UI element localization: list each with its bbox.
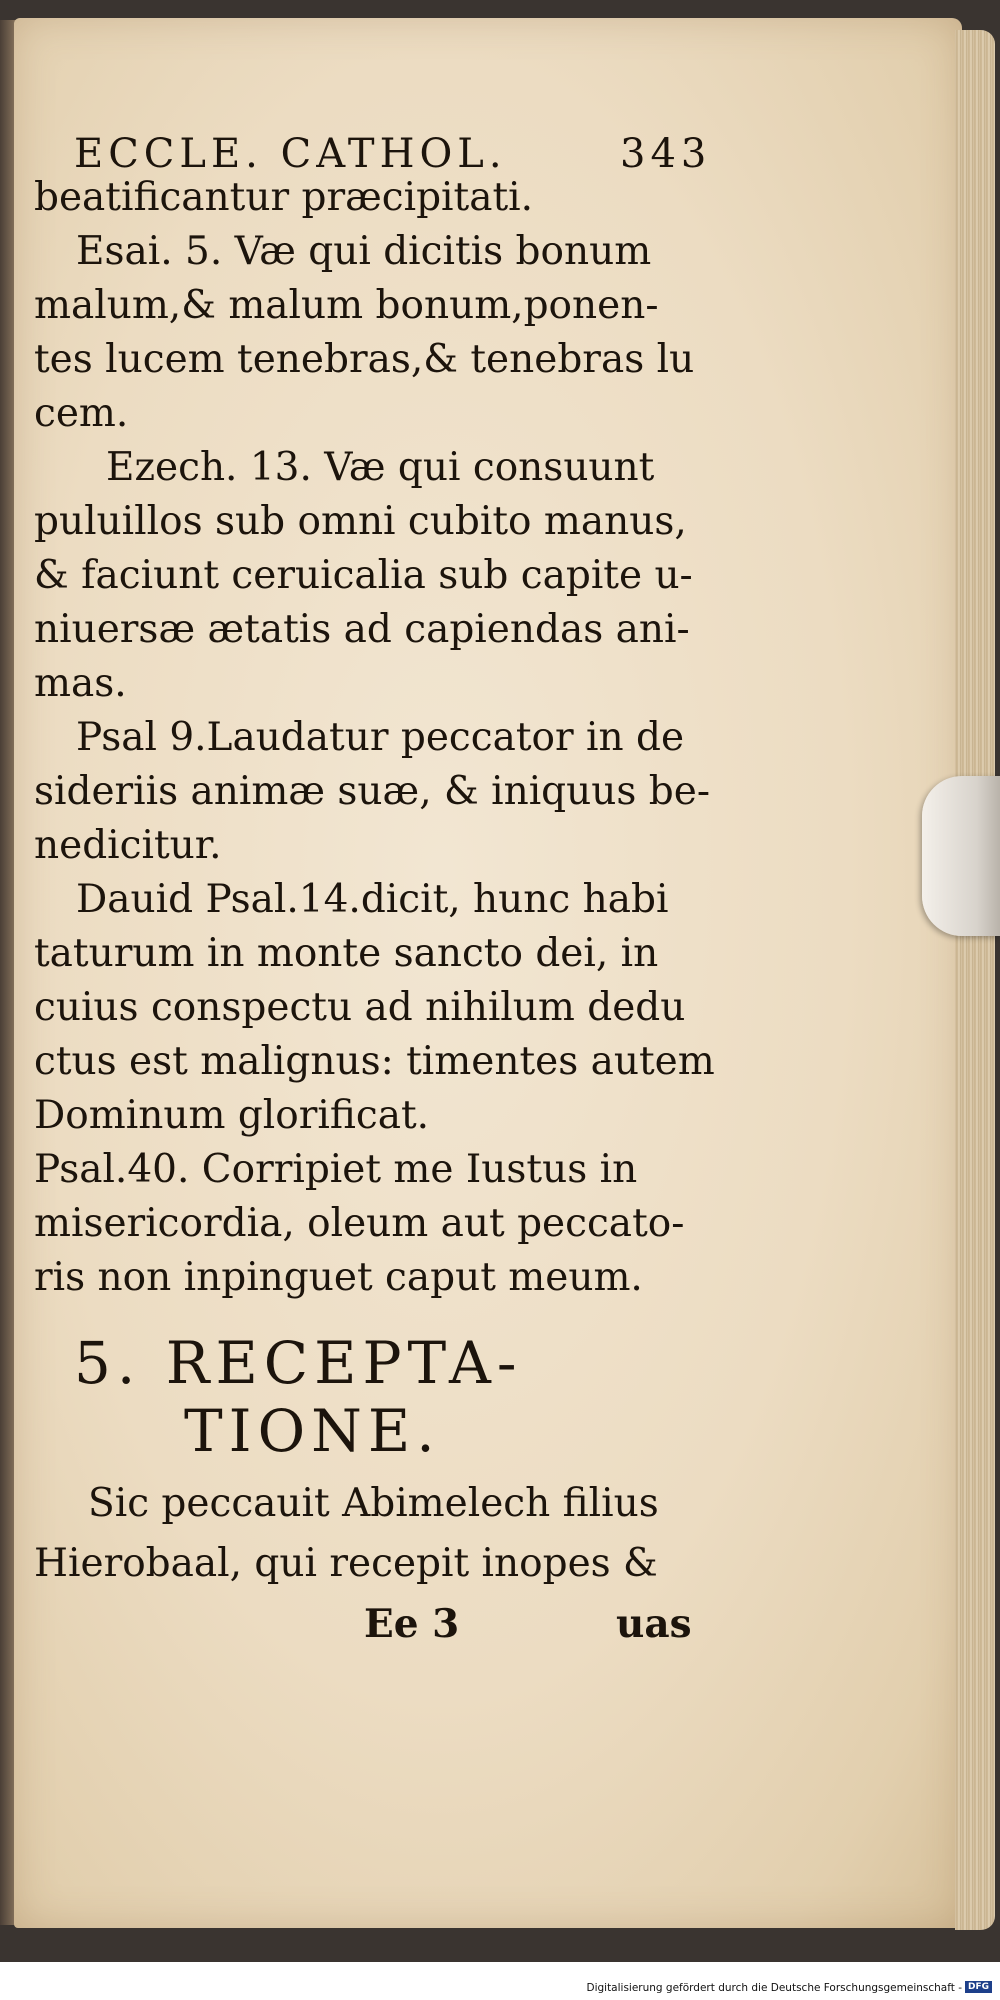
text-line: ctus est malignus: timentes autem [34, 1039, 715, 1084]
text-line: beatificantur præcipitati. [34, 175, 533, 220]
catchword: uas [616, 1601, 692, 1647]
text-line: puluillos sub omni cubito manus, [34, 499, 687, 544]
page-number: 343 [620, 131, 712, 177]
text-line: Hierobaal, qui recepit inopes & [34, 1541, 658, 1586]
text-line: mas. [34, 661, 127, 706]
footer-bar [0, 1962, 1000, 2000]
text-line: ris non inpinguet caput meum. [34, 1255, 643, 1300]
text-line: Sic peccauit Abimelech filius [88, 1481, 659, 1526]
text-line: niuersæ ætatis ad capiendas ani- [34, 607, 690, 652]
text-line: cuius conspectu ad nihilum dedu [34, 985, 686, 1030]
text-line: & faciunt ceruicalia sub capite u- [34, 553, 693, 598]
text-line: Dominum glorificat. [34, 1093, 430, 1138]
text-line: Psal.40. Corripiet me Iustus in [34, 1147, 638, 1192]
page-stack-edge [955, 30, 995, 1930]
text-line: cem. [34, 391, 129, 436]
text-line: misericordia, oleum aut peccato- [34, 1201, 685, 1246]
signature-mark: Ee 3 [364, 1601, 460, 1647]
text-line: malum,& malum bonum,ponen- [34, 283, 659, 328]
text-line: Esai. 5. Væ qui dicitis bonum [76, 229, 652, 274]
dfg-logo: DFG [965, 1981, 992, 1993]
text-line: taturum in monte sancto dei, in [34, 931, 659, 976]
section-heading-line-1: 5. RECEPTA- [74, 1329, 523, 1397]
page-clip [922, 776, 1000, 936]
text-line: Dauid Psal.14.dicit, hunc habi [76, 877, 669, 922]
running-head: ECCLE. CATHOL. [74, 131, 507, 177]
text-line: Psal 9.Laudatur peccator in de [76, 715, 685, 760]
text-line: tes lucem tenebras,& tenebras lu [34, 337, 695, 382]
section-heading-line-2: TIONE. [184, 1397, 441, 1465]
text-line: Ezech. 13. Væ qui consuunt [106, 445, 655, 490]
digitization-credit: Digitalisierung gefördert durch die Deutsche Forschungsgemeinschaft - [586, 1982, 962, 1994]
text-line: nedicitur. [34, 823, 222, 868]
text-line: sideriis animæ suæ, & iniquus be- [34, 769, 711, 814]
